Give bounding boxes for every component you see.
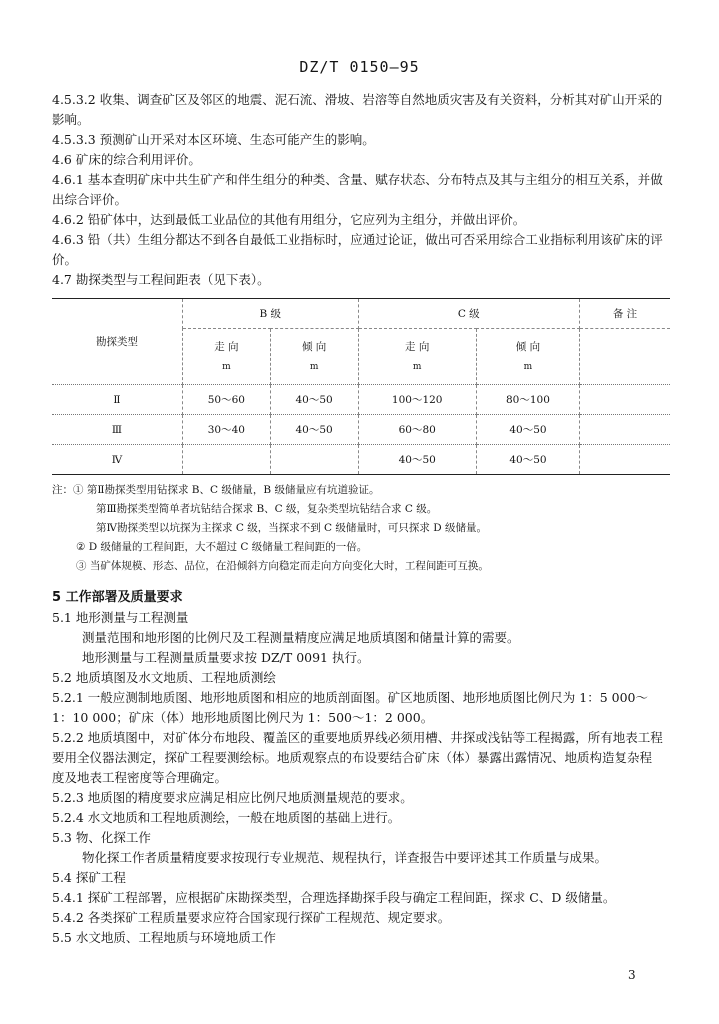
table-note-1b: 第Ⅲ勘探类型简单者坑钻结合探求 B、C 级，复杂类型坑钻结合求 C 级。 [96,503,438,515]
row-type: Ⅱ [52,385,183,415]
table-row [52,415,670,445]
para-4-5-3-2: 4.5.3.2 收集、调查矿区及邻区的地震、泥石流、滑坡、岩溶等自然地质灾害及有关资料，分析其对矿山开采的影响。 [52,92,663,127]
b-dip-header: 倾 向 m [270,329,358,385]
para-4-6-2: 4.6.2 铅矿体中，达到最低工业品位的其他有用组分，它应列为主组分，并做出评价。 [52,212,526,227]
table-row [52,385,670,415]
row-c-dip: 40～50 [476,445,579,475]
para-5-2-3: 5.2.3 地质图的精度要求应满足相应比例尺地质测量规范的要求。 [52,790,413,805]
exploration-type-table [52,298,670,475]
para-5-4-1: 5.4.1 探矿工程部署，应根据矿床勘探类型，合理选择勘探手段与确定工程间距，探求 C、D 级储量。 [52,890,616,905]
row-remark [580,415,671,445]
table-note-1c: 第Ⅳ勘探类型以坑探为主探求 C 级，当探求不到 C 级储量时，可只探求 D 级储量。 [96,522,488,534]
para-4-7: 4.7 勘探类型与工程间距表（见下表）。 [52,272,270,287]
table-note-3: ③ 当矿体规模、形态、品位，在沿倾斜方向稳定而走向方向变化大时，工程间距可互换。 [76,560,489,572]
para-5-3: 5.3 物、化探工作 [52,830,151,845]
para-4-6-3: 4.6.3 铅（共）生组分都达不到各自最低工业指标时，应通过论证，做出可否采用综合工业指标利用该矿床的评价。 [52,232,663,267]
para-4-6: 4.6 矿床的综合利用评价。 [52,152,201,167]
row-c-dip: 80～100 [476,385,579,415]
para-5-4-2: 5.4.2 各类探矿工程质量要求应符合国家现行探矿工程规范、规定要求。 [52,910,451,925]
section-5-title: 5 工作部署及质量要求 [52,590,183,605]
para-5-1-a: 测量范围和地形图的比例尺及工程测量精度应满足地质填图和储量计算的需要。 [82,630,520,645]
col-header-grade-b: B 级 [183,299,359,329]
document-body [52,90,664,948]
para-5-2-4: 5.2.4 水文地质和工程地质测绘，一般在地质图的基础上进行。 [52,810,401,825]
row-type: Ⅳ [52,445,183,475]
c-strike-header: 走 向 m [358,329,476,385]
c-dip-header: 倾 向 m [476,329,579,385]
para-4-5-3-3: 4.5.3.3 预测矿山开采对本区环境、生态可能产生的影响。 [52,132,375,147]
col-header-type: 勘探类型 [52,299,183,385]
row-b-dip: 40～50 [270,415,358,445]
page-header: DZ/T 0150—95 [299,58,420,76]
b-strike-header: 走 向 m [183,329,271,385]
table-note-2: ② D 级储量的工程间距，大不超过 C 级储量工程间距的一倍。 [76,541,368,553]
para-5-5: 5.5 水文地质、工程地质与环境地质工作 [52,930,276,945]
table-note-1: 注：① 第Ⅱ勘探类型用钻探求 B、C 级储量，B 级储量应有坑道验证。 [52,484,380,496]
para-5-2-1: 5.2.1 一般应测制地质图、地形地质图和相应的地质剖面图。矿区地质图、地形地质图比例尺为 1：5 000～1：10 000；矿床（体）地形地质图比例尺为 1：500～1：2 000。 [52,690,648,725]
para-5-1-b: 地形测量与工程测量质量要求按 DZ/T 0091 执行。 [82,650,370,665]
row-remark [580,445,671,475]
row-c-strike: 40～50 [358,445,476,475]
para-5-2: 5.2 地质填图及水文地质、工程地质测绘 [52,670,276,685]
para-4-6-1: 4.6.1 基本查明矿床中共生矿产和伴生组分的种类、含量、赋存状态、分布特点及其与主组分的相互关系，并做出综合评价。 [52,172,663,207]
row-c-strike: 100～120 [358,385,476,415]
row-b-strike: 30～40 [183,415,271,445]
col-header-grade-c: C 级 [358,299,580,329]
row-type: Ⅲ [52,415,183,445]
row-b-dip: 40～50 [270,385,358,415]
para-5-2-2: 5.2.2 地质填图中，对矿体分布地段、覆盖区的重要地质界线必须用槽、井探或浅钻等工程揭露，所有地表工程要用全仪器法测定，探矿工程要测绘标。地质观察点的布设要结合矿床（体）暴露出露情况、地质构造复杂程度及地表工程密度等合理确定。 [52,730,663,785]
row-c-dip: 40～50 [476,415,579,445]
para-5-3-a: 物化探工作者质量精度要求按现行专业规范、规程执行，详查报告中要评述其工作质量与成果。 [82,850,608,865]
row-b-strike [183,445,271,475]
col-header-remark: 备 注 [580,299,671,329]
row-remark [580,385,671,415]
row-b-strike: 50～60 [183,385,271,415]
para-5-4: 5.4 探矿工程 [52,870,126,885]
table-row [52,445,670,475]
row-b-dip [270,445,358,475]
row-c-strike: 60～80 [358,415,476,445]
page-number: 3 [628,968,636,982]
para-5-1: 5.1 地形测量与工程测量 [52,610,189,625]
remark-cell [580,329,671,385]
